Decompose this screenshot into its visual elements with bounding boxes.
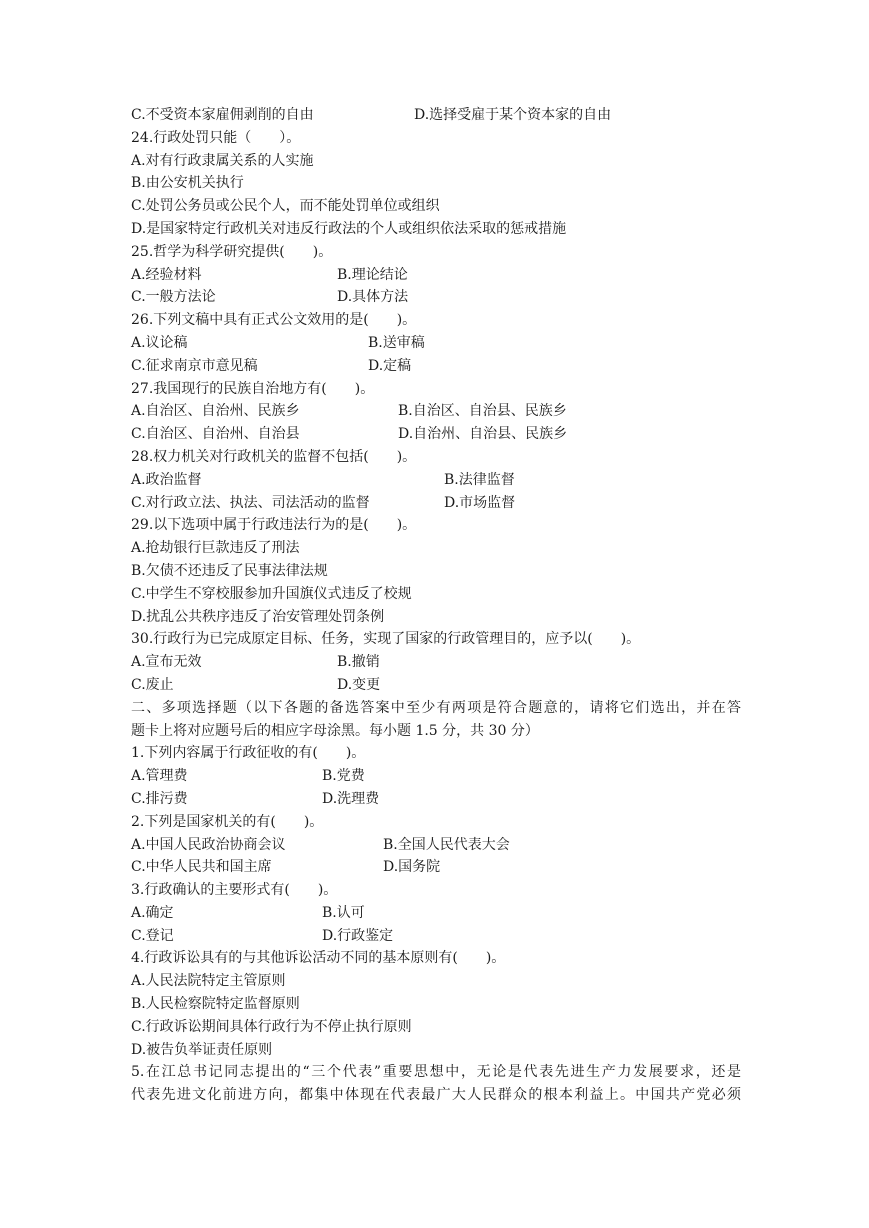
option-c: C.中学生不穿校服参加升国旗仪式违反了校规 (131, 585, 412, 602)
mq-5-cont: 代表先进文化前进方向，都集中体现在代表最广大人民群众的根本利益上。中国共产党必须 (131, 1087, 741, 1104)
option-c: C.排污费 (131, 790, 188, 807)
option-d: D.自治州、自治县、民族乡 (398, 426, 568, 443)
option-c: C.一般方法论 (131, 289, 216, 306)
question-26: 26.下列文稿中具有正式公文效用的是( )。 (131, 312, 417, 329)
option-a: A.确定 (131, 904, 174, 921)
question-30: 30.行政行为已完成原定目标、任务，实现了国家的行政管理目的，应予以( )。 (131, 631, 641, 648)
option-row (131, 834, 741, 857)
option-c: C.处罚公务员或公民个人，而不能处罚单位或组织 (131, 198, 440, 215)
option-d: D.扰乱公共秩序违反了治安管理处罚条例 (131, 608, 385, 625)
option-row (131, 400, 741, 423)
option-row (131, 492, 741, 515)
option-row (131, 925, 741, 948)
option-b: B.党费 (322, 768, 365, 785)
option-b: B.由公安机关执行 (131, 175, 244, 192)
option-d: D.选择受雇于某个资本家的自由 (414, 107, 612, 123)
option-row (131, 264, 741, 287)
question-29: 29.以下选项中属于行政违法行为的是( )。 (131, 517, 417, 534)
exam-page (131, 104, 741, 1107)
option-c: C.行政诉讼期间具体行政行为不停止执行原则 (131, 1018, 412, 1035)
option-d: D.是国家特定行政机关对违反行政法的个人或组织依法采取的惩戒措施 (131, 220, 567, 237)
question-24: 24.行政处罚只能（ ）。 (131, 129, 301, 146)
option-row (131, 104, 741, 127)
option-row (131, 856, 741, 879)
option-a: A.议论稿 (131, 334, 188, 351)
option-c: C.中华人民共和国主席 (131, 859, 272, 876)
option-c: C.登记 (131, 927, 174, 944)
question-25: 25.哲学为科学研究提供( )。 (131, 243, 333, 260)
mq-2: 2.下列是国家机关的有( )。 (131, 813, 324, 830)
option-row (131, 469, 741, 492)
mq-3: 3.行政确认的主要形式有( )。 (131, 882, 338, 899)
option-a: A.自治区、自治州、民族乡 (131, 403, 300, 420)
option-row (131, 332, 741, 355)
option-d: D.洗理费 (322, 790, 380, 807)
option-row (131, 902, 741, 925)
option-row (131, 651, 741, 674)
option-row (131, 355, 741, 378)
option-c: C.废止 (131, 676, 174, 693)
option-row (131, 765, 741, 788)
option-d: D.变更 (337, 676, 381, 693)
option-d: D.国务院 (383, 859, 441, 876)
option-a: A.宣布无效 (131, 654, 202, 671)
section-heading-cont: 题卡上将对应题号后的相应字母涂黑。每小题 1.5 分，共 30 分） (131, 722, 539, 739)
option-d: D.行政鉴定 (322, 927, 394, 944)
mq-5: 5.在江总书记同志提出的“三个代表”重要思想中，无论是代表先进生产力发展要求，还是 (131, 1064, 741, 1081)
question-28: 28.权力机关对行政机关的监督不包括( )。 (131, 448, 417, 465)
option-a: A.对有行政隶属关系的人实施 (131, 152, 314, 169)
option-row (131, 423, 741, 446)
option-b: B.人民检察院特定监督原则 (131, 996, 300, 1013)
option-row (131, 674, 741, 697)
option-a: A.管理费 (131, 768, 188, 785)
mq-4: 4.行政诉讼具有的与其他诉讼活动不同的基本原则有( )。 (131, 950, 506, 967)
option-row (131, 788, 741, 811)
option-d: D.定稿 (368, 357, 412, 374)
option-b: B.欠债不还违反了民事法律法规 (131, 562, 328, 579)
option-c: C.自治区、自治州、自治县 (131, 426, 300, 443)
option-b: B.理论结论 (337, 266, 408, 283)
option-row (131, 286, 741, 309)
option-a: A.经验材料 (131, 266, 202, 283)
option-a: A.人民法院特定主管原则 (131, 973, 286, 990)
option-d: D.具体方法 (337, 289, 409, 306)
question-27: 27.我国现行的民族自治地方有( )。 (131, 380, 375, 397)
option-a: A.抢劫银行巨款违反了刑法 (131, 540, 300, 557)
option-a: A.政治监督 (131, 471, 202, 488)
option-b: B.认可 (322, 904, 365, 921)
option-c: C.征求南京市意见稿 (131, 357, 258, 374)
option-b: B.撤销 (337, 654, 380, 671)
option-b: B.送审稿 (368, 334, 425, 351)
option-d: D.市场监督 (444, 494, 516, 511)
mq-1: 1.下列内容属于行政征收的有( )。 (131, 745, 366, 762)
section-heading: 二、多项选择题（以下各题的备选答案中至少有两项是符合题意的，请将它们选出，并在答 (131, 699, 741, 716)
option-b: B.自治区、自治县、民族乡 (398, 403, 567, 420)
option-c: C.不受资本家雇佣剥削的自由 (131, 107, 314, 123)
option-d: D.被告负举证责任原则 (131, 1041, 273, 1058)
option-a: A.中国人民政治协商会议 (131, 836, 286, 853)
option-b: B.全国人民代表大会 (383, 836, 510, 853)
option-c: C.对行政立法、执法、司法活动的监督 (131, 494, 370, 511)
option-b: B.法律监督 (444, 471, 515, 488)
